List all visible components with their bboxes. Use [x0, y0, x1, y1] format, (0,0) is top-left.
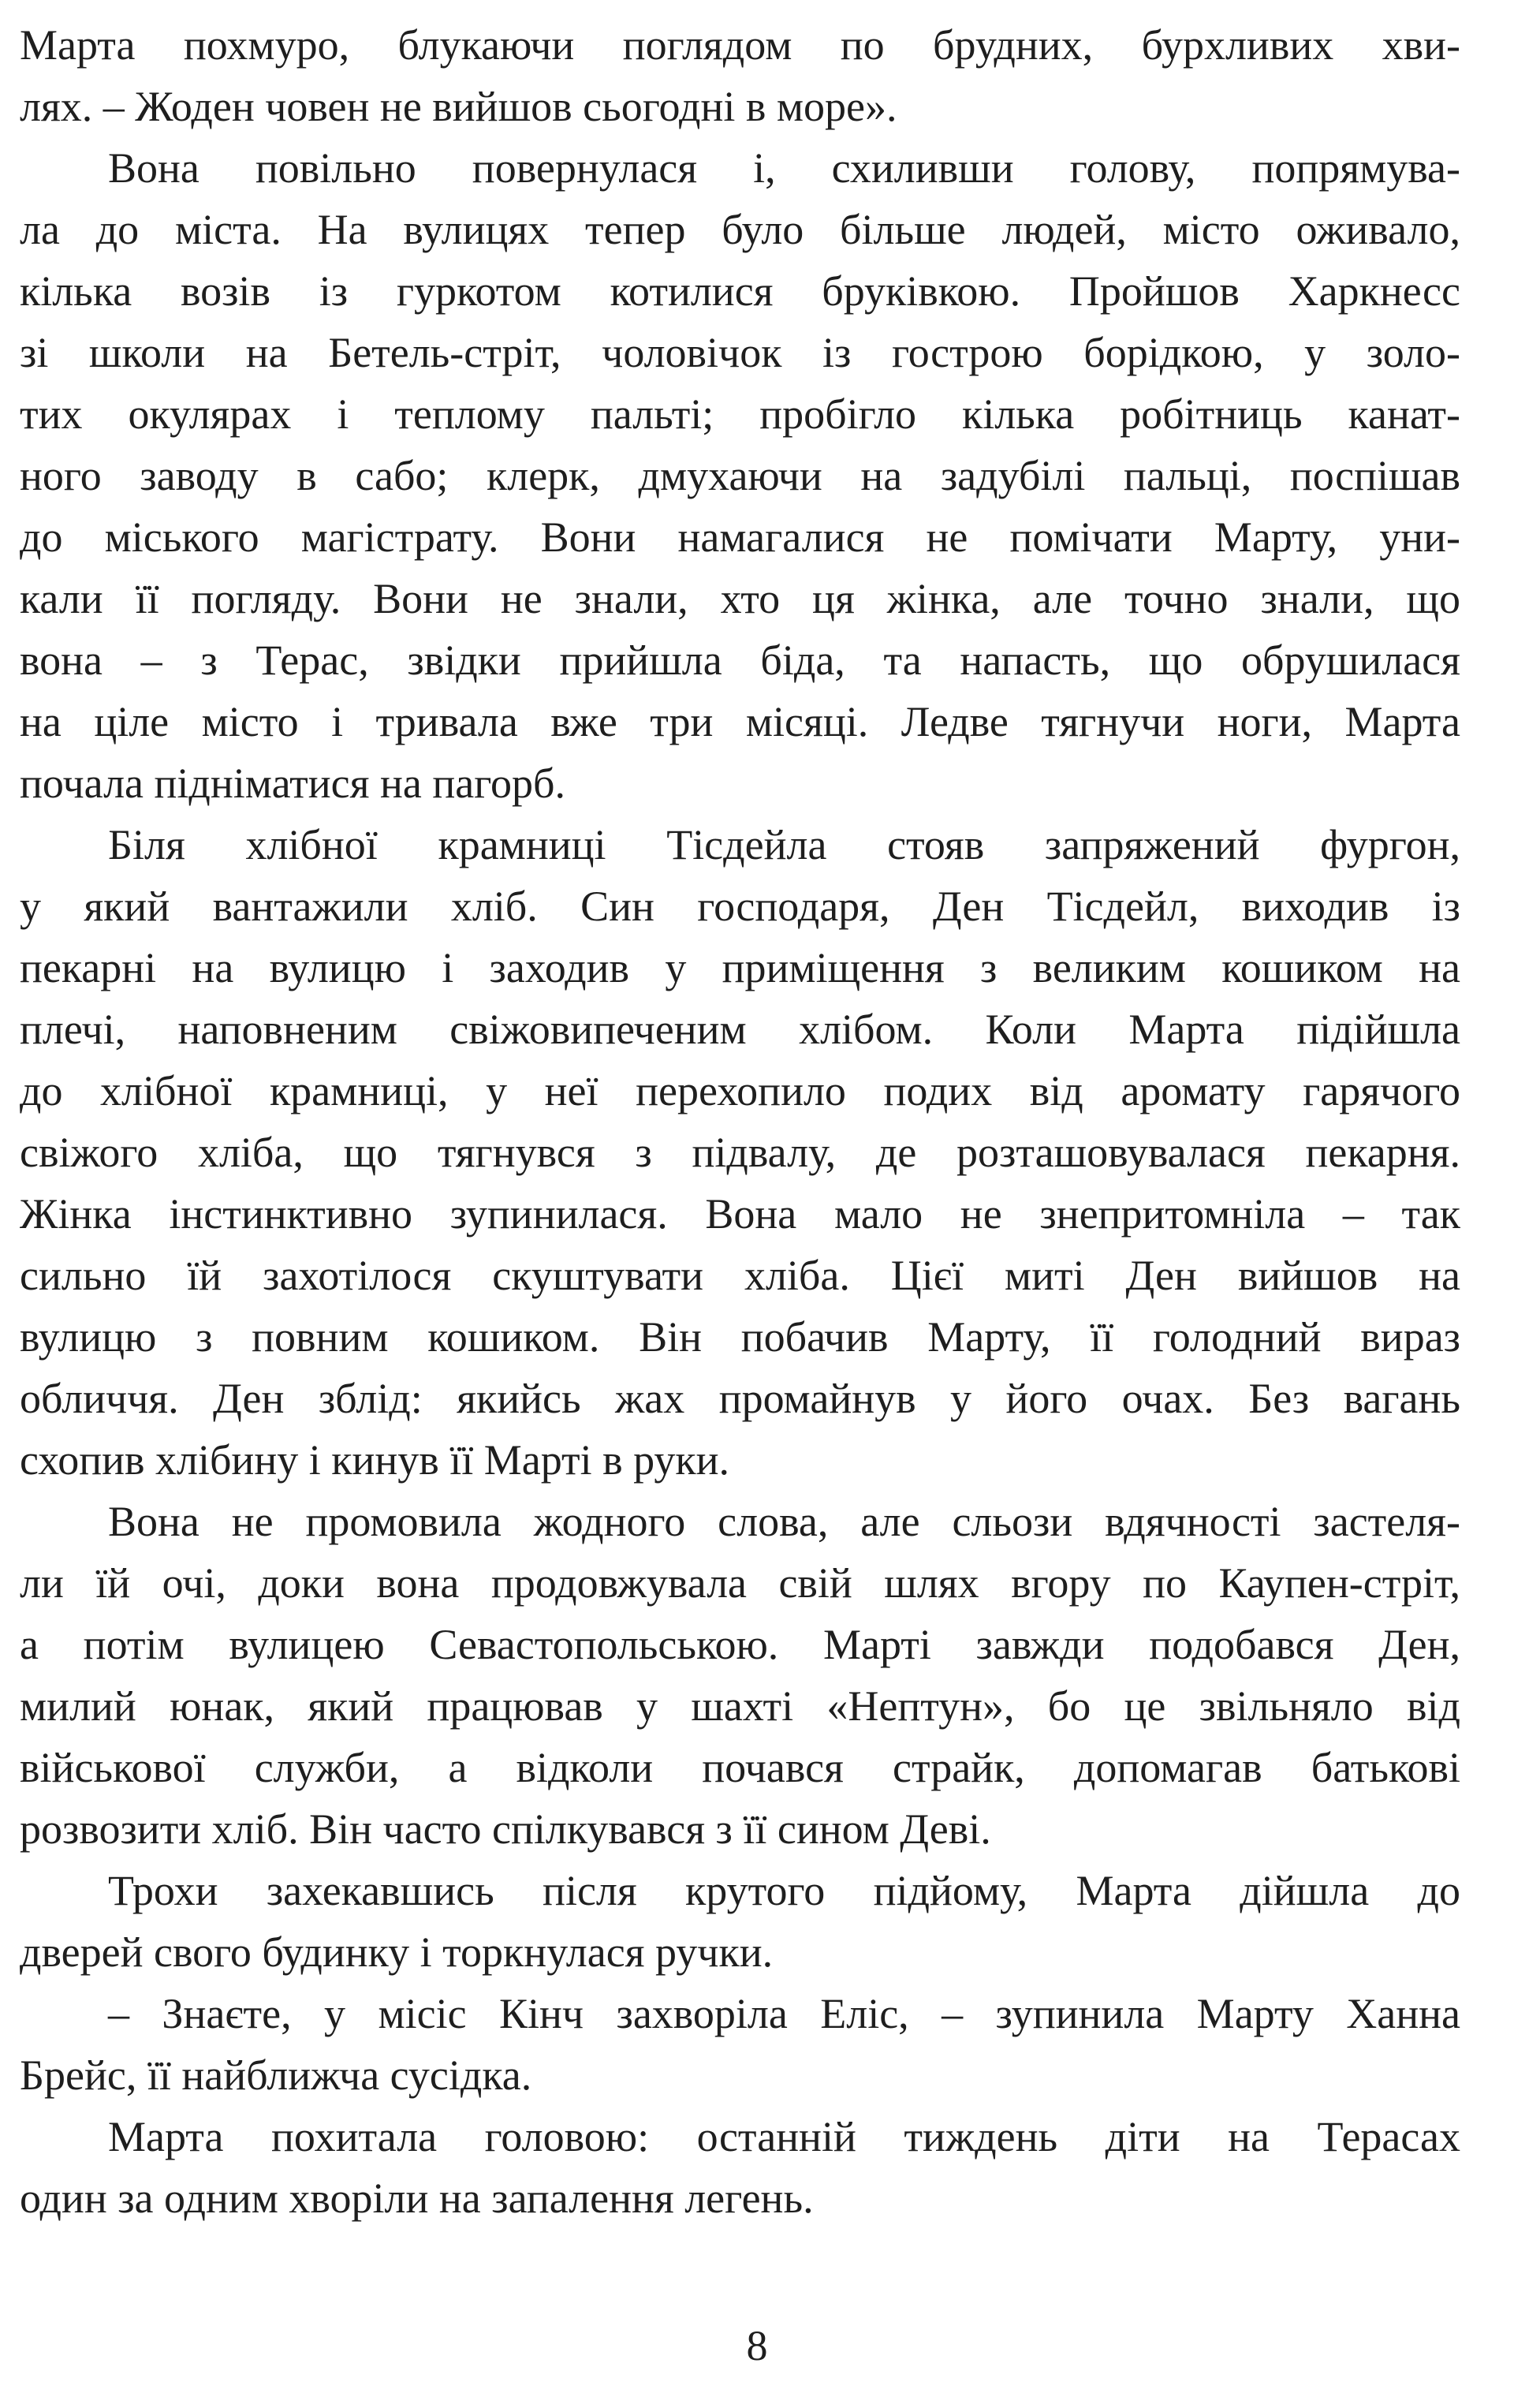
text-line: милий юнак, який працював у шахті «Нептун», бо це звільняло від [20, 1682, 1460, 1730]
text-line: схопив хлібину і кинув її Марті в руки. [20, 1436, 730, 1484]
text-line: Марта похитала головою: останній тиждень діти на Терасах [108, 2113, 1460, 2160]
text-line: свіжого хліба, що тягнувся з підвалу, де розташовувалася пекарня. [20, 1129, 1460, 1176]
text-line: ла до міста. На вулицях тепер було більше людей, місто оживало, [20, 206, 1460, 253]
text-line: тих окулярах і теплому пальті; пробігло кілька робітниць канат- [20, 390, 1460, 438]
text-line: лях. – Жоден човен не вийшов сьогодні в море». [20, 83, 897, 130]
text-line: Марта похмуро, блукаючи поглядом по брудних, бурхливих хви- [20, 21, 1460, 69]
text-line: почала підніматися на пагорб. [20, 760, 565, 807]
text-line: у який вантажили хліб. Син господаря, Ден Тісдейл, виходив із [20, 883, 1460, 930]
text-line: до міського магістрату. Вони намагалися не помічати Марту, уни- [20, 513, 1460, 561]
text-line: вона – з Терас, звідки прийшла біда, та напасть, що обрушилася [20, 637, 1460, 684]
text-line: на ціле місто і тривала вже три місяці. Ледве тягнучи ноги, Марта [20, 698, 1460, 745]
text-line: Трохи захекавшись після крутого підйому, Марта дійшла до [108, 1867, 1460, 1914]
text-line: – Знаєте, у місіс Кінч захворіла Еліс, – зупинила Марту Ханна [108, 1990, 1460, 2037]
text-line: Вона повільно повернулася і, схиливши голову, попрямува- [108, 144, 1460, 192]
text-line: розвозити хліб. Він часто спілкувався з її сином Деві. [20, 1805, 991, 1853]
text-line: дверей свого будинку і торкнулася ручки. [20, 1928, 774, 1976]
page-body [20, 14, 1460, 2229]
text-line: а потім вулицею Севастопольською. Марті завжди подобався Ден, [20, 1621, 1460, 1668]
text-line: Жінка інстинктивно зупинилася. Вона мало не знепритомніла – так [20, 1190, 1460, 1238]
text-line: обличчя. Ден зблід: якийсь жах промайнув у його очах. Без вагань [20, 1375, 1460, 1422]
text-line: ного заводу в сабо; клерк, дмухаючи на задубілі пальці, поспішав [20, 452, 1460, 499]
text-line: плечі, наповненим свіжовипеченим хлібом. Коли Марта підійшла [20, 1006, 1460, 1053]
text-line: пекарні на вулицю і заходив у приміщення з великим кошиком на [20, 944, 1460, 991]
text-line: Брейс, її найближча сусідка. [20, 2051, 532, 2099]
text-line: до хлібної крамниці, у неї перехопило подих від аромату гарячого [20, 1067, 1460, 1114]
text-line: Біля хлібної крамниці Тісдейла стояв запряжений фургон, [108, 821, 1460, 868]
text-line: кілька возів із гуркотом котилися бруківкою. Пройшов Харкнесс [20, 267, 1460, 315]
text-line: військової служби, а відколи почався страйк, допомагав батькові [20, 1744, 1460, 1791]
text-line: Вона не промовила жодного слова, але сльози вдячності застеля- [108, 1498, 1460, 1545]
page-number: 8 [746, 2322, 768, 2369]
text-line: один за одним хворіли на запалення легень. [20, 2175, 814, 2222]
text-line: зі школи на Бетель-стріт, чоловічок із гострою борідкою, у золо- [20, 329, 1460, 376]
text-line: ли їй очі, доки вона продовжувала свій шлях вгору по Каупен-стріт, [20, 1559, 1460, 1607]
text-line: сильно їй захотілося скуштувати хліба. Цієї миті Ден вийшов на [20, 1252, 1460, 1299]
text-line: вулицю з повним кошиком. Він побачив Марту, її голодний вираз [20, 1313, 1460, 1361]
text-line: кали її погляду. Вони не знали, хто ця жінка, але точно знали, що [20, 575, 1460, 622]
